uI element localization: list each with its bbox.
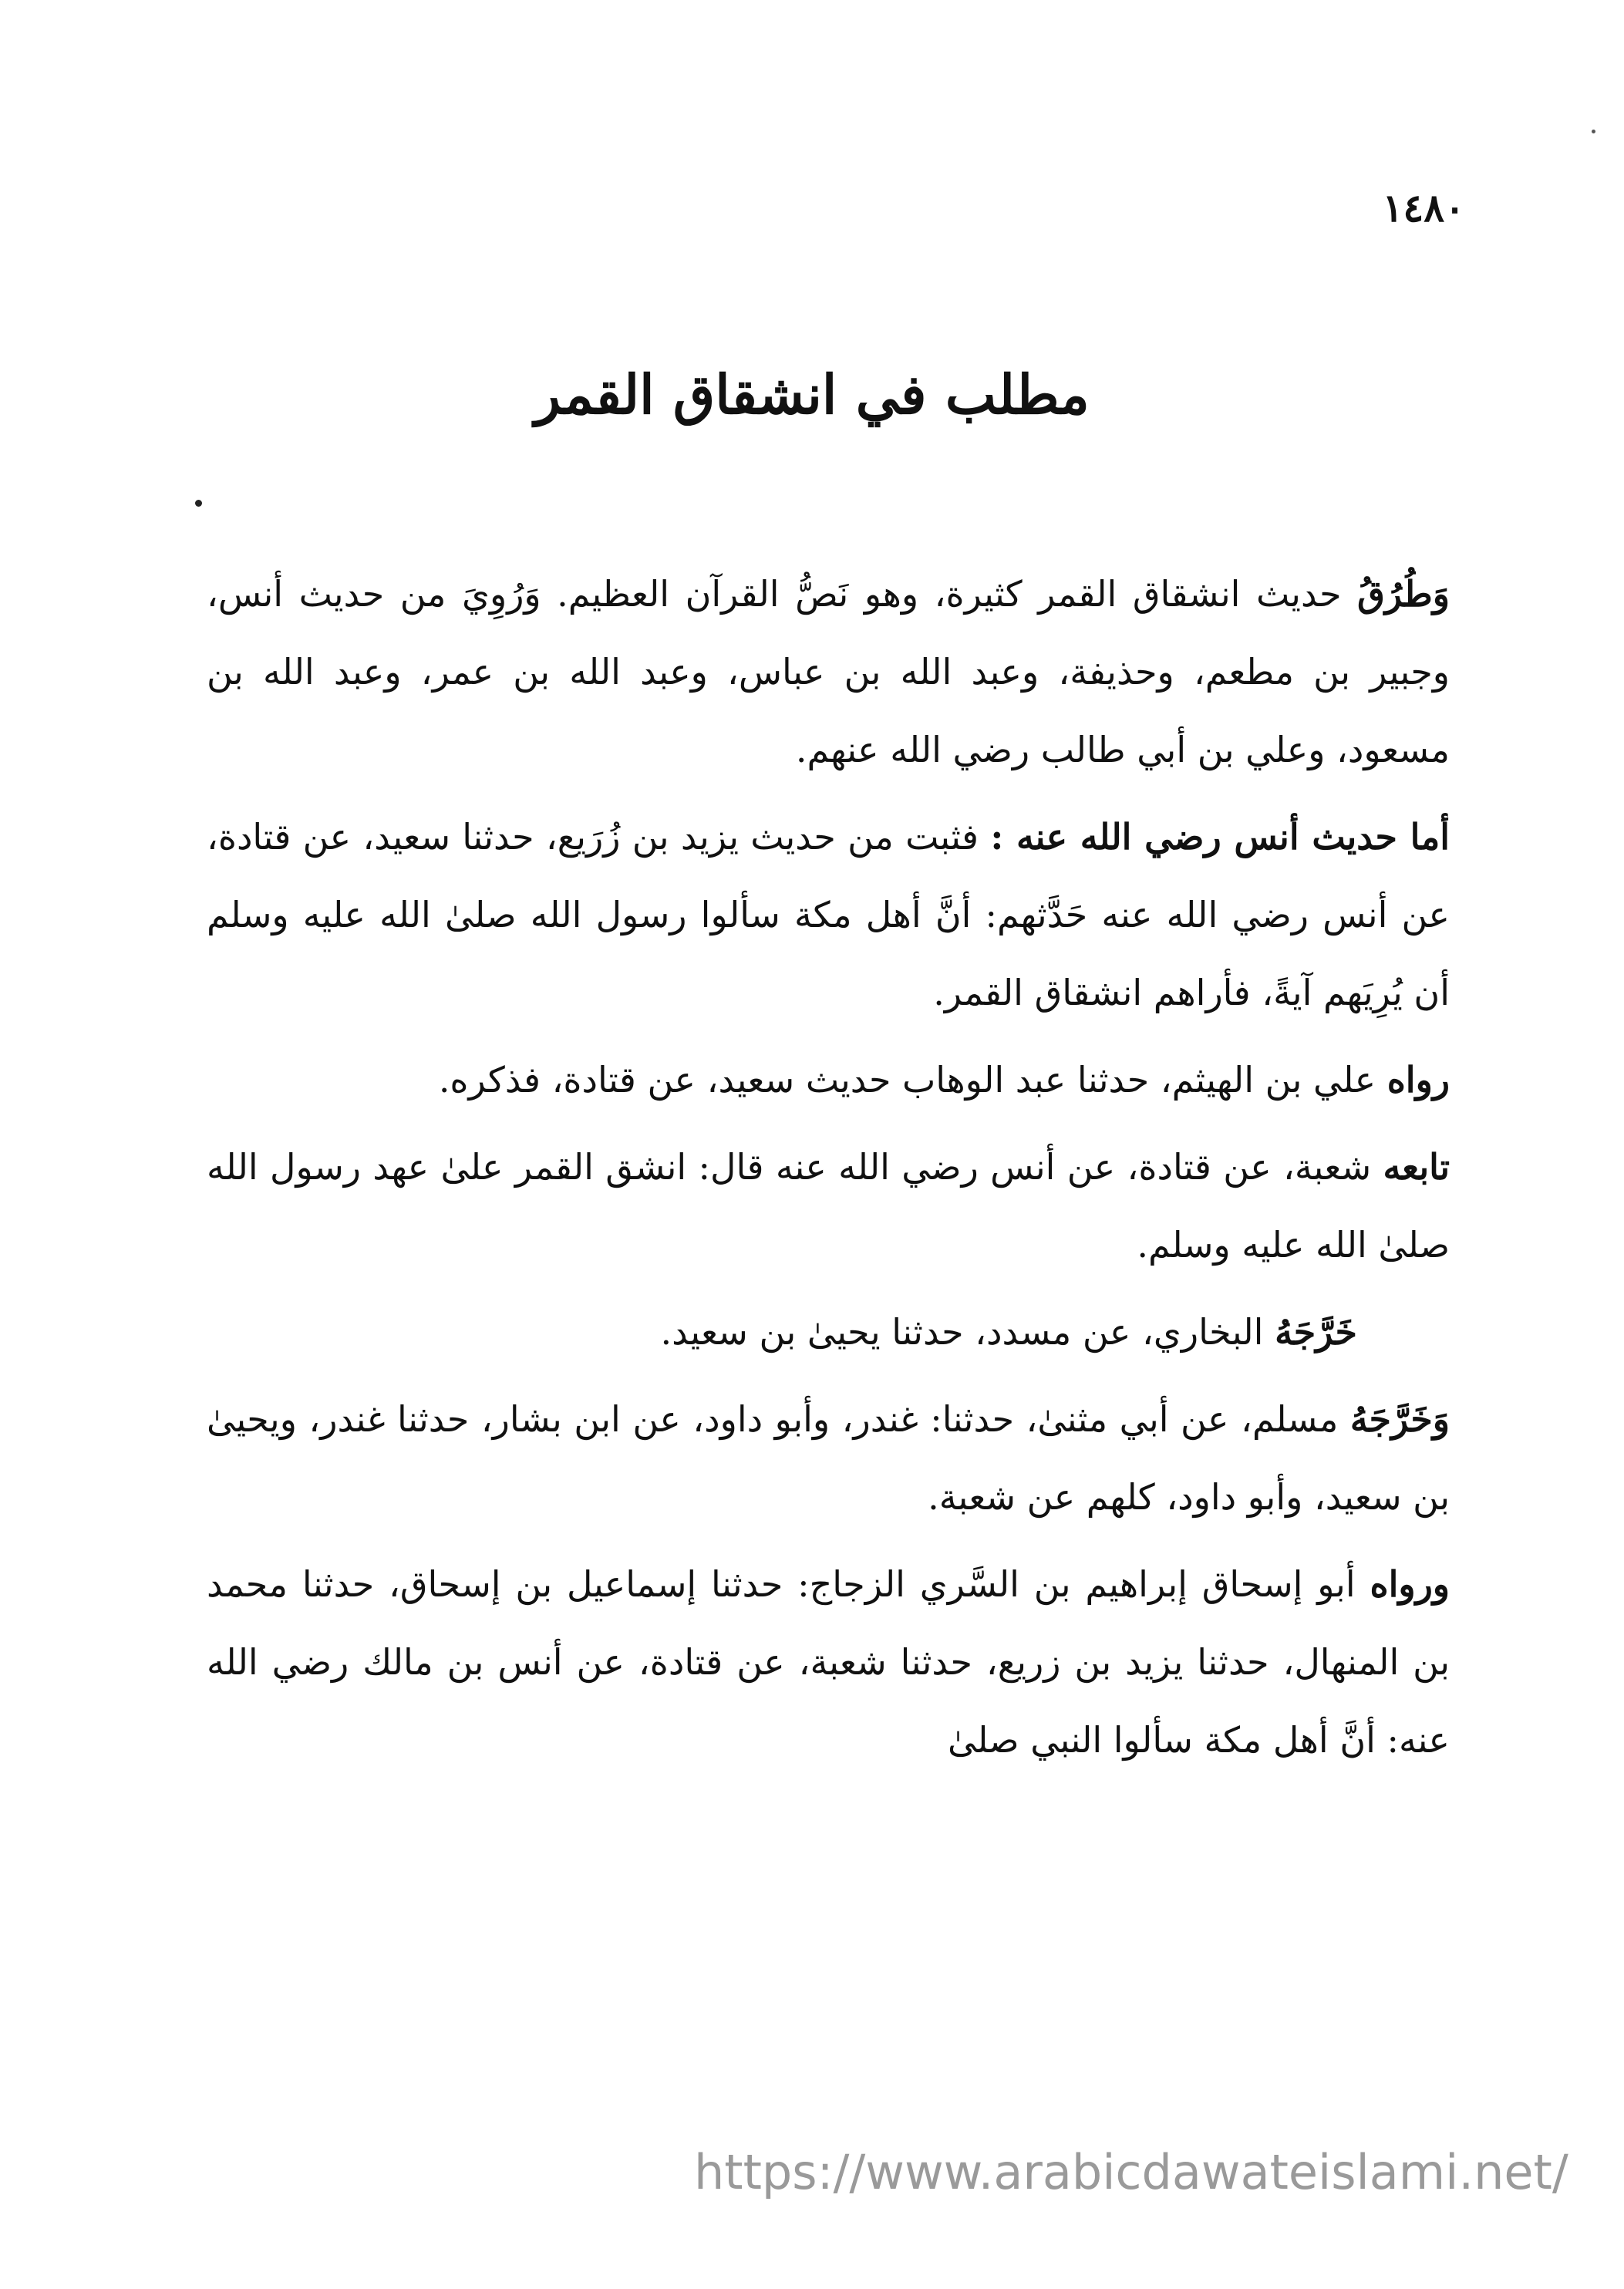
paragraph-text: أبو إسحاق إبراهيم بن السَّري الزجاج: حدثنا إسماعيل بن إسحاق، حدثنا محمد بن المنهال، حدثنا يزيد بن زريع، حدثنا شعبة، عن قتادة، عن أنس بن مالك رضي الله عنه: أنَّ أهل مكة سألوا النبي صلىٰ — [207, 1563, 1450, 1761]
section-title: مطلب في انشقاق القمر — [534, 362, 1090, 426]
paragraph-text: فثبت من حديث يزيد بن زُرَيع، حدثنا سعيد، عن قتادة، عن أنس رضي الله عنه حَدَّثهم: أنَّ أهل مكة سألوا رسول الله صلىٰ الله عليه وسلم أن يُرِيَهم آيةً، فأراهم انشقاق القمر. — [207, 816, 1450, 1013]
paragraph — [207, 1380, 1450, 1536]
margin-mark — [1592, 130, 1595, 133]
paragraph-lead: أما حديث أنس رضي الله عنه : — [990, 816, 1450, 858]
paragraph-lead: وَخَرَّجَهُ — [1349, 1398, 1450, 1440]
paragraph — [207, 1293, 1450, 1371]
paragraph — [207, 798, 1450, 1032]
paragraph-lead: خَرَّجَهُ — [1275, 1311, 1357, 1353]
ornament-dot — [195, 500, 202, 507]
paragraph-lead: رواه — [1386, 1059, 1450, 1101]
paragraph-text: حديث انشقاق القمر كثيرة، وهو نَصُّ القرآن العظيم. وَرُوِيَ من حديث أنس، وجبير بن مطعم، وحذيفة، وعبد الله بن عباس، وعبد الله بن عمر، وعبد الله بن مسعود، وعلي بن أبي طالب رضي الله عنهم. — [207, 573, 1450, 770]
paragraph-text: علي بن الهيثم، حدثنا عبد الوهاب حديث سعيد، عن قتادة، فذكره. — [438, 1059, 1387, 1101]
paragraph-text: البخاري، عن مسدد، حدثنا يحيىٰ بن سعيد. — [660, 1311, 1275, 1353]
page-number: ١٤٨٠ — [1382, 185, 1465, 231]
paragraph-lead: وَطُرُقُ — [1357, 573, 1450, 615]
paragraph-text: شعبة، عن قتادة، عن أنس رضي الله عنه قال: انشق القمر علىٰ عهد رسول الله صلىٰ الله عليه وسلم. — [207, 1146, 1450, 1266]
paragraph-lead: ورواه — [1370, 1563, 1450, 1605]
paragraph — [207, 1546, 1450, 1779]
paragraph — [207, 1041, 1450, 1119]
paragraph-lead: تابعه — [1383, 1146, 1450, 1188]
paragraph — [207, 555, 1450, 789]
paragraph-text: مسلم، عن أبي مثنىٰ، حدثنا: غندر، وأبو داود، عن ابن بشار، حدثنا غندر، ويحيىٰ بن سعيد، وأبو داود، كلهم عن شعبة. — [207, 1398, 1450, 1518]
watermark-url: https://www.arabicdawateislami.net/ — [694, 2144, 1568, 2200]
body-text — [207, 555, 1450, 2051]
paragraph — [207, 1128, 1450, 1284]
